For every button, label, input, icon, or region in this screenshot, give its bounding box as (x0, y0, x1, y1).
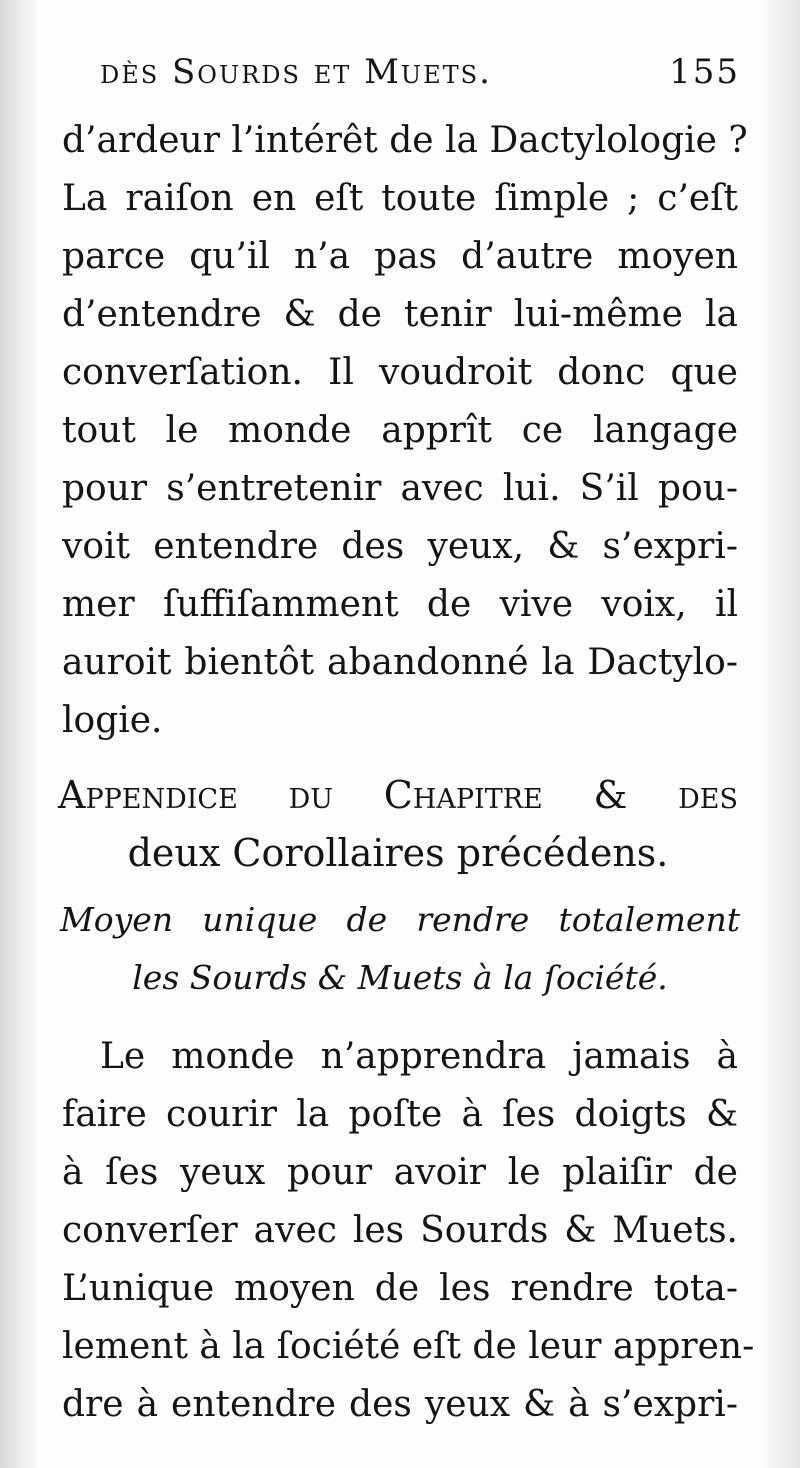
text-line: à ſes yeux pour avoir le plaiſir de (62, 1152, 738, 1193)
text-line: d’ardeur l’intérêt de la Dactylologie ? (62, 120, 748, 161)
text-line: dre à entendre des yeux & à s’expri- (62, 1384, 738, 1425)
text-line: parce qu’il n’a pas d’autre moyen (62, 236, 738, 277)
running-head (100, 52, 740, 104)
page-number: 155 (669, 52, 740, 92)
subtitle-line-2: les Sourds & Muets à la ſociété. (132, 958, 668, 997)
text-line: La raiſon en eſt toute ſimple ; c’eſt (62, 178, 738, 219)
text-line: voit entendre des yeux, & s’expri- (62, 526, 738, 567)
subtitle-line-1: Moyen unique de rendre totalement (60, 900, 740, 939)
text-line: logie. (62, 700, 163, 741)
text-line: tout le monde apprît ce langage (62, 410, 738, 451)
section-heading-line-1: Appendice du Chapitre & des (58, 773, 738, 817)
text-line: pour s’entretenir avec lui. S’il pou- (62, 468, 738, 509)
running-head-title: dès Sourds et Muets. (100, 52, 492, 92)
text-line: L’unique moyen de les rendre tota- (62, 1268, 738, 1309)
text-line: Le monde n’apprendra jamais à (100, 1036, 738, 1077)
text-line: lement à la ſociété eſt de leur appren- (62, 1326, 755, 1367)
scan-edge-shadow-left (0, 0, 40, 1468)
text-line: d’entendre & de tenir lui-même la (62, 294, 738, 335)
text-line: converſation. Il voudroit donc que (62, 352, 738, 393)
section-heading-line-2: deux Corollaires précédens. (127, 831, 669, 875)
text-line: faire courir la poſte à ſes doigts & (62, 1094, 738, 1135)
text-line: mer ſuffiſamment de vive voix, il (62, 584, 738, 625)
scan-edge-shadow-right (760, 0, 800, 1468)
text-line: auroit bientôt abandonné la Dactylo- (62, 642, 738, 683)
text-line: converſer avec les Sourds & Muets. (62, 1210, 738, 1251)
